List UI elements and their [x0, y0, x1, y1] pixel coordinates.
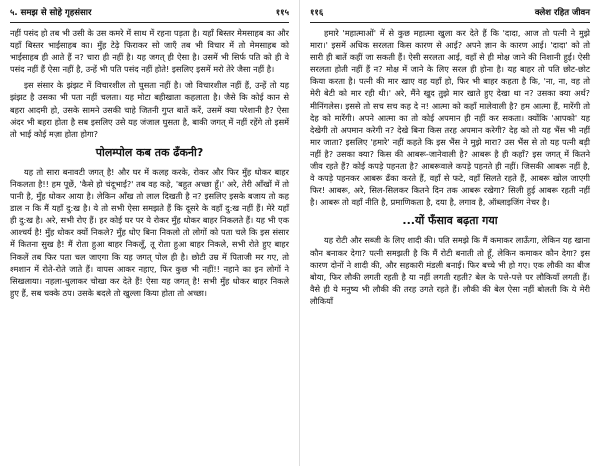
right-page	[300, 0, 600, 466]
paragraph: यह रोटी और सब्जी के लिए शादी की। पति समझे कि मैं कमाकर लाऊँगा, लेकिन यह खाना कौन बनाकर देगा? पत्नी समझती है कि मैं रोटी बनाती तो हूँ, लेकिन कमाकर कौन देगा? इस कारण दोनों ने शादी की, और सहकारी मंडली बनाई। फिर बच्चे भी हो गए। एक लौकी का बीज बोया, फिर लौकी लगती रहती है या नहीं लगती रहती? बेल के पत्ते-पत्ते पर लौकियाँ लगती हैं। वैसे ही ये मनुष्य भी लौकी की तरह उगते रहते हैं। लौकी की बेल ऐसा नहीं बोलती कि ये मेरी लौकियाँ	[310, 235, 590, 306]
left-running-head	[10, 8, 289, 23]
right-header-title: क्लेश रहित जीवन	[534, 8, 590, 18]
left-page-number: ११५	[275, 8, 289, 18]
left-header-title: ५. समझ से सोहे गृहसंसार	[10, 8, 92, 18]
right-running-head	[310, 8, 590, 23]
section-heading: पोलम्पोल कब तक ढँकनी?	[95, 145, 204, 159]
paragraph: हमारे 'महात्माओं' में से कुछ महात्मा खुला कर देते हैं कि 'दादा, आज तो पत्नी ने मुझे मारा।' इसमें अधिक सरलता किस कारण से आई? अपने ज्ञान के कारण आई। 'दादा' को तो सारी ही बातें कहीं जा सकती हैं। ऐसी सरलता आई, वहाँ से ही मोक्ष जाने की निशानी हुई। ऐसी सरलता होती नहीं हैं न? मोक्ष में जाने के लिए सरल ही होना है। यह बाहर तो पति छोट-छोट किया करता है। पत्नी की मार खाए वह यहाँ हो, फिर भी बाहर कहता है कि, 'ना, ना, वह तो मेरी बेटी को मार रही थी।' अरे, मैंने खुद तुझे मार खाते हुए देखा था न? उसका क्या अर्थ? मीनिंगलेस। इससे तो सच सच कह दे न! आत्मा को कहाँ मालेवाली है? हम आत्मा हैं, मारेंगी तो देह को मारेंगी। अपने आत्मा का तो कोई अपमान ही नहीं कर सकता। क्योंकि 'आपको' यह देखेगी तो अपमान करेगी न? देखे बिना किस तरह अपमान करेगी? देह को तो यह भैंस भी नहीं मार जाता? इसलिए 'हमारे' नहीं कहते कि इस भैंस ने मुझे मारा? उस भैंस से तो यह पत्नी बड़ी नहीं है? उसका क्या? किस की आबरू-जानेवाली है? आबरू है ही कहाँ? इस जगत् में कितने जीव रहते हैं? कोई कपड़े पहनता है? आबरूवाले कपड़े पहनते ही नहीं। जिसकी आबरू नहीं है, वे कपड़े पहनकर आबरू ढँका करते हैं, वहाँ से फटे, वहाँ सिलते रहते हैं, आबरू खोल जाएगी फिर! आबरू, अरे, सिल-सिलकर कितने दिन तक आबरू रखेगा? सिली हुई आबरू रहती नहीं है। आबरू तो वहाँ नीति है, प्रमाणिकता है, दया है, लगाव है, ऑब्लाइजिंग नेचर है।	[310, 28, 590, 208]
section-heading: ...यों फँसाव बढ़ता गया	[402, 214, 498, 228]
right-body-text	[310, 27, 590, 307]
left-body-text	[10, 27, 289, 299]
paragraph: नहीं पसंद हो तब भी उसी के उस कमरे में साथ में रहना पड़ता है। यहाँ बिस्तर मेमसाहब का और यहाँ बिस्तर भाईसाहब का। मुँह टेढ़े फिराकर सो जाएँ तब भी विचार में तो मेमसाहब को भाईसाहब ही आते हैं न? चारा ही नहीं है। यह जगत् ही ऐसा है। उसमें भी सिर्फ पति को ही वे पसंद नहीं हैं ऐसा नहीं है, उन्हें भी पति पसंद नहीं होते! इसलिए इसमें मरो तेरे जैसा नहीं है।	[10, 28, 289, 75]
paragraph: इस संसार के झंझट में विचारशील तो घुसता नहीं है। जो विचारशील नहीं हैं, उन्हें तो यह झंझट है उसका भी पता नहीं चलता। यह मोटा बहीखाता कहलाता है। जैसे कि कोई कान से बहरा आदमी हो, उसके सामने उसकी चाहे जितनी गुप्त बातें करें, उसमें क्या परेशानी है? ऐसा अंदर भी बहरा होता है सब इसलिए उसे यह जंजाल घुसता है, बाकी जगत् में नहीं रहेंगे तो इसमें तो भाई कोई मज़ा होता होगा?	[10, 80, 289, 139]
paragraph: यह तो सारा बनावटी जगत् है! और घर में कलह करके, रोकर और फिर मुँह धोकर बाहर निकलता है!! हम पूछें, 'कैसे हो चंदूभाई?' तब वह कहे, 'बहुत अच्छा हूँ।' अरे, तेरी आँखों में तो पानी है, मुँह धोकर आया है। लेकिन आँख तो लाल दिखती है न? इसलिए इसके बजाय तो कह डाल न कि मैं यहाँ दु:ख है। ये तो सभी ऐसा समझते हैं कि दूसरे के वहाँ दु:ख नहीं हैं। मेरे यहाँ ही दु:ख है। अरे, सभी रोए हैं। हर कोई घर पर ये रोकर मुँह धोकर बाहर निकलते हैं। यह भी एक आश्चर्य है! मुँह धोकर क्यों निकले? मुँह धोए बिना निकलो तो लोगों को पता चले कि इस संसार में कितना सुख है! मैं रोता हुआ बाहर निकलूँ, तू रोता हुआ बाहर निकले, सभी रोते हुए बाहर निकलें तब फिर पता चल जाएगा कि यह जगत् पोल ही है। छोटी उम्र में पिताजी मर गए, तो श्मशान में रोते-रोते जाते हैं। वापस आकर नहाए, फिर कुछ भी नहीं!! नहाने का इन लोगों ने सिखलाया। नहला-धुलाकर चोखा कर देते हैं! ऐसा यह जगत् है! सभी मुँह धोकर बाहर निकले हुए हैं, सब चक्के ठप। उसके बदले तो खुल्ला किया होता तो अच्छा।	[10, 166, 289, 298]
right-page-number: ११६	[310, 8, 324, 18]
